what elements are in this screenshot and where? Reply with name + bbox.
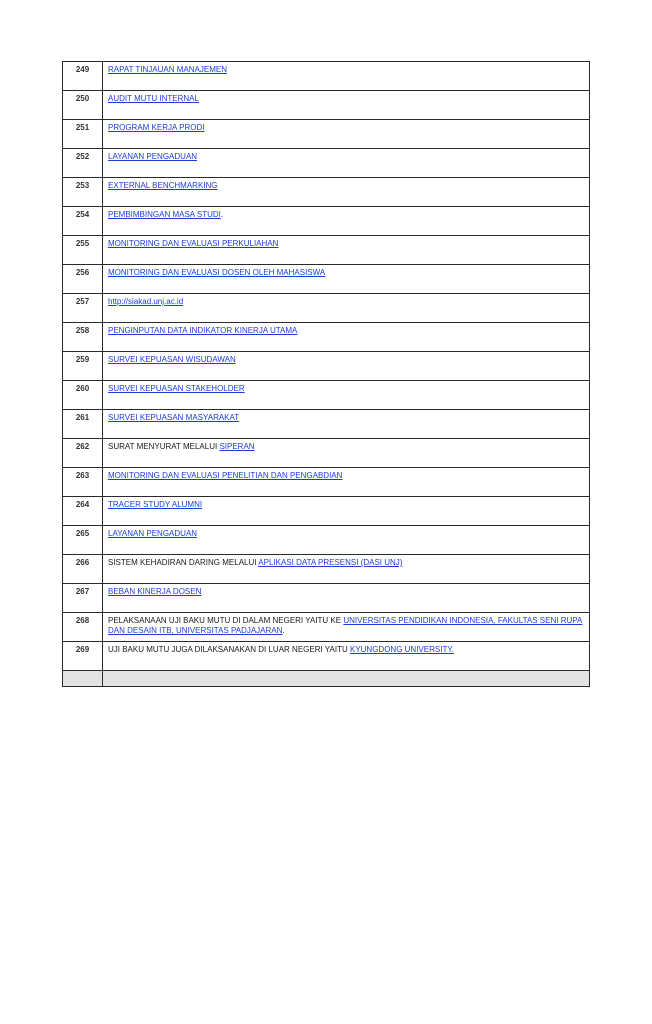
table-row: [63, 613, 590, 642]
empty-table-row: [63, 671, 590, 687]
row-number: 255: [63, 236, 103, 265]
document-link[interactable]: KYUNGDONG UNIVERSITY.: [349, 645, 454, 654]
table-row: [63, 352, 590, 381]
table-row: [63, 149, 590, 178]
document-link[interactable]: MONITORING DAN EVALUASI PERKULIAHAN: [108, 239, 279, 248]
row-number: 250: [63, 91, 103, 120]
table-row: [63, 265, 590, 294]
document-link[interactable]: AUDIT MUTU INTERNAL: [108, 94, 199, 103]
table-row: [63, 91, 590, 120]
row-content: [103, 236, 590, 265]
table-row: [63, 497, 590, 526]
table-row: [63, 410, 590, 439]
document-link[interactable]: SURVEI KEPUASAN MASYARAKAT: [108, 413, 240, 422]
table-row: [63, 381, 590, 410]
table-row: [63, 120, 590, 149]
row-number: 257: [63, 294, 103, 323]
document-table: [62, 61, 590, 687]
document-link[interactable]: BEBAN KINERJA DOSEN: [108, 587, 202, 596]
row-number: 258: [63, 323, 103, 352]
empty-cell: [63, 671, 103, 687]
document-link[interactable]: SURVEI KEPUASAN STAKEHOLDER: [108, 384, 245, 393]
row-content: [103, 62, 590, 91]
row-content: [103, 468, 590, 497]
row-number: 254: [63, 207, 103, 236]
document-link[interactable]: RAPAT TINJAUAN MANAJEMEN: [108, 65, 227, 74]
row-content: [103, 294, 590, 323]
row-number: 252: [63, 149, 103, 178]
row-number: 266: [63, 555, 103, 584]
row-number: 253: [63, 178, 103, 207]
row-text: .: [282, 626, 285, 635]
row-number: 262: [63, 439, 103, 468]
table-row: [63, 236, 590, 265]
row-content: [103, 381, 590, 410]
document-link[interactable]: EXTERNAL BENCHMARKING: [108, 181, 218, 190]
table-row: [63, 62, 590, 91]
row-number: 261: [63, 410, 103, 439]
row-content: [103, 323, 590, 352]
table-row: [63, 642, 590, 671]
row-content: [103, 178, 590, 207]
document-link[interactable]: APLIKASI DATA PRESENSI (DASI UNJ): [258, 558, 403, 567]
row-number: 249: [63, 62, 103, 91]
document-link[interactable]: PEMBIMBINGAN MASA STUDI: [108, 210, 221, 219]
row-number: 251: [63, 120, 103, 149]
row-number: 268: [63, 613, 103, 642]
row-content: [103, 439, 590, 468]
table-row: [63, 323, 590, 352]
document-link[interactable]: SIPERAN: [219, 442, 255, 451]
row-number: 267: [63, 584, 103, 613]
row-number: 264: [63, 497, 103, 526]
row-content: [103, 352, 590, 381]
row-content: [103, 642, 590, 671]
row-number: 269: [63, 642, 103, 671]
document-link[interactable]: MONITORING DAN EVALUASI PENELITIAN DAN PENGABDIAN: [108, 471, 343, 480]
row-text: PELAKSANAAN UJI BAKU MUTU DI DALAM NEGERI YAITU KE: [108, 616, 344, 625]
document-link[interactable]: PENGINPUTAN DATA INDIKATOR KINERJA UTAMA: [108, 326, 298, 335]
row-content: [103, 526, 590, 555]
table-row: [63, 178, 590, 207]
row-number: 259: [63, 352, 103, 381]
table-row: [63, 526, 590, 555]
table-row: [63, 207, 590, 236]
document-link[interactable]: UNIVERSITAS PENDIDIKAN INDONESIA, FAKULTAS SENI RUPA DAN DESAIN ITB, UNIVERSITAS PADJAJARAN: [108, 616, 583, 635]
row-content: [103, 497, 590, 526]
document-link[interactable]: http://siakad.unj.ac.id: [108, 297, 184, 306]
document-link[interactable]: LAYANAN PENGADUAN: [108, 152, 198, 161]
document-link[interactable]: LAYANAN PENGADUAN: [108, 529, 198, 538]
row-number: 260: [63, 381, 103, 410]
document-link[interactable]: PROGRAM KERJA PRODI: [108, 123, 205, 132]
table-row: [63, 555, 590, 584]
row-text: UJI BAKU MUTU JUGA DILAKSANAKAN DI LUAR NEGERI YAITU: [108, 645, 350, 654]
row-content: [103, 584, 590, 613]
document-link[interactable]: SURVEI KEPUASAN WISUDAWAN: [108, 355, 236, 364]
row-content: [103, 613, 590, 642]
row-content: [103, 149, 590, 178]
empty-cell: [103, 671, 590, 687]
row-text: SISTEM KEHADIRAN DARING MELALUI: [108, 558, 259, 567]
row-content: [103, 410, 590, 439]
row-text: SURAT MENYURAT MELALUI: [108, 442, 220, 451]
table-row: [63, 439, 590, 468]
row-content: [103, 91, 590, 120]
table-row: [63, 468, 590, 497]
row-number: 265: [63, 526, 103, 555]
document-link[interactable]: TRACER STUDY ALUMNI: [108, 500, 203, 509]
table-row: [63, 584, 590, 613]
table-row: [63, 294, 590, 323]
row-number: 256: [63, 265, 103, 294]
document-link[interactable]: MONITORING DAN EVALUASI DOSEN OLEH MAHASISWA: [108, 268, 326, 277]
row-content: [103, 555, 590, 584]
row-content: [103, 207, 590, 236]
row-text: .: [220, 210, 224, 219]
table-body: [63, 62, 590, 687]
row-number: 263: [63, 468, 103, 497]
row-content: [103, 265, 590, 294]
row-content: [103, 120, 590, 149]
